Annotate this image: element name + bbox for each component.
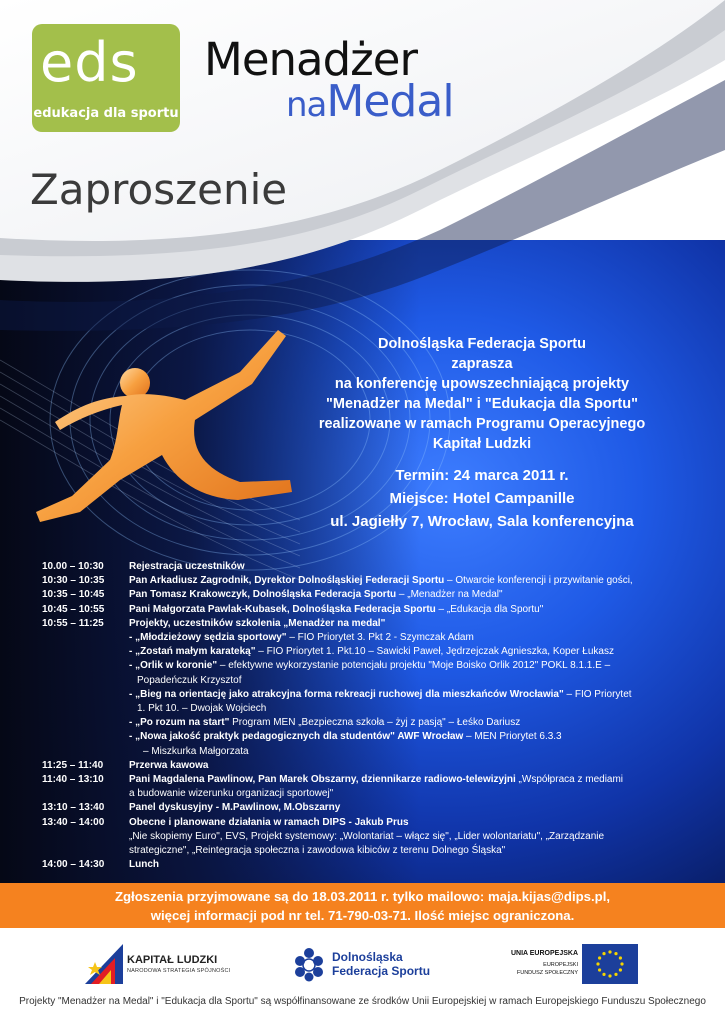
project-title: - „Bieg na orientację jako atrakcyjna forma rekreacji ruchowej dla mieszkańców Wrocławia" <box>129 688 564 700</box>
schedule-title: Lunch <box>129 859 159 871</box>
dfs-icon <box>292 946 326 982</box>
schedule-row <box>42 759 702 773</box>
footer-note: Projekty "Menadżer na Medal" i "Edukacja dla Sportu" są współfinansowane ze środków Unii Europejskiej w ramach Europejskiego Funduszu Społecznego <box>19 996 706 1007</box>
schedule-desc: – „Edukacja dla Sportu" <box>435 603 544 615</box>
schedule-row <box>42 617 702 631</box>
kapital-ludzki-icon <box>85 944 123 984</box>
schedule-time: 10:55 – 11:25 <box>42 617 104 629</box>
registration-banner <box>0 883 725 928</box>
schedule-row <box>42 574 702 588</box>
schedule-title: Pani Małgorzata Pawlak-Kubasek, Dolnośląska Federacja Sportu <box>129 603 436 615</box>
project-title: - „Orlik w koronie" <box>129 660 218 672</box>
schedule-row <box>42 858 702 872</box>
kapital-ludzki-logo <box>85 942 245 986</box>
schedule-title: Przerwa kawowa <box>129 759 209 771</box>
schedule-desc: strategiczne", „Reintegracja społeczna i zawodowa kibiców z terenu Dolnego Śląska" <box>129 845 506 857</box>
eu-flag-icon <box>582 944 638 984</box>
schedule-time: 14:00 – 14:30 <box>42 859 105 871</box>
schedule-title: Pan Tomasz Krakowczyk, Dolnośląska Federacja Sportu <box>129 589 397 601</box>
schedule-subrow <box>42 730 702 744</box>
eu-subtitle-line2: FUNDUSZ SPOŁECZNY <box>516 970 578 976</box>
project-desc: – Miszkurka Małgorzata <box>143 745 249 757</box>
schedule-time: 10:30 – 10:35 <box>42 575 105 587</box>
schedule-row <box>42 560 702 574</box>
schedule-subrow <box>42 645 702 659</box>
dfs-name-line2: Federacja Sportu <box>332 964 431 978</box>
schedule-desc: – Otwarcie konferencji i przywitanie gości, <box>444 575 633 587</box>
brand-title-line1: Menadżer <box>204 33 417 86</box>
schedule-subrow <box>42 659 702 673</box>
eu-logo <box>498 944 638 988</box>
project-desc: – MEN Priorytet 6.3.3 <box>463 731 562 743</box>
dfs-name-line1: Dolnośląska <box>332 950 403 964</box>
intro-line: Dolnośląska Federacja Sportu <box>378 336 586 352</box>
schedule-row <box>42 588 702 602</box>
project-desc: – efektywne wykorzystanie potencjału projektu "Moje Boisko Orlik 2012" POKL 8.1.1.E – <box>217 660 611 672</box>
eu-title: UNIA EUROPEJSKA <box>510 950 578 957</box>
schedule-subrow <box>42 716 702 730</box>
schedule-time: 10:35 – 10:45 <box>42 589 105 601</box>
schedule-title: Obecne i planowane działania w ramach DIPS - Jakub Prus <box>129 816 409 828</box>
registration-line2: więcej informacji pod nr tel. 71-790-03-71. Ilość miejsc ograniczona. <box>150 908 575 923</box>
project-desc: Program MEN „Bezpieczna szkoła – żyj z pasją" – Łeśko Dariusz <box>229 717 521 729</box>
schedule-time: 13:40 – 14:00 <box>42 816 105 828</box>
intro-line: "Menadżer na Medal" i "Edukacja dla Sportu" <box>326 396 638 412</box>
dfs-logo <box>292 944 432 988</box>
schedule-row <box>42 787 702 801</box>
intro-line: Kapitał Ludzki <box>432 436 532 452</box>
schedule-title: Pani Magdalena Pawlinow, Pan Marek Obszarny, dziennikarze radiowo-telewizyjni <box>129 774 516 786</box>
schedule-title: Rejestracja uczestników <box>129 561 245 572</box>
event-venue: Miejsce: Hotel Campanille <box>389 490 575 507</box>
project-title: - „Po rozum na start" <box>129 717 230 729</box>
schedule <box>42 560 702 872</box>
schedule-subrow <box>42 631 702 645</box>
brand-na: na <box>286 85 327 125</box>
eu-subtitle-line1: EUROPEJSKI <box>543 962 578 968</box>
intro-line: realizowane w ramach Programu Operacyjnego <box>318 416 646 432</box>
schedule-title: Projekty, uczestników szkolenia „Menadżer na medal" <box>129 617 386 629</box>
schedule-time: 13:10 – 13:40 <box>42 802 105 814</box>
project-title: - „Młodzieżowy sędzia sportowy" <box>129 632 287 644</box>
registration-line1: Zgłoszenia przyjmowane są do 18.03.2011 r. tylko mailowo: maja.kijas@dips.pl, <box>114 889 611 904</box>
project-desc: – FIO Priorytet 3. Pkt 2 - Szymczak Adam <box>286 632 474 644</box>
schedule-time: 10.00 – 10:30 <box>42 561 104 572</box>
schedule-title: Pan Arkadiusz Zagrodnik, Dyrektor Dolnośląskiej Federacji Sportu <box>129 575 445 587</box>
event-address: ul. Jagiełły 7, Wrocław, Sala konferencyjna <box>330 513 634 530</box>
intro-text <box>292 334 672 533</box>
schedule-time: 11:40 – 13:10 <box>42 774 104 786</box>
eu-subtitle <box>517 961 578 977</box>
schedule-subrow <box>42 745 702 759</box>
dfs-name <box>332 950 430 978</box>
brand-title-line2 <box>286 78 454 129</box>
schedule-row <box>42 603 702 617</box>
schedule-desc: „Nie skopiemy Euro", EVS, Projekt systemowy: „Wolontariat – włącz się", „Lider wolontariatu", „Zarządzanie <box>129 830 605 842</box>
schedule-row <box>42 830 702 844</box>
eds-logo-text: eds <box>40 31 139 94</box>
schedule-row <box>42 801 702 815</box>
kapital-ludzki-title: KAPITAŁ LUDZKI <box>127 954 218 966</box>
project-desc: – FIO Priorytet 1. Pkt.10 – Sawicki Paweł, Jędrzejczak Agnieszka, Koper Łukasz <box>255 646 614 658</box>
project-title: - „Zostań małym karateką" <box>129 646 256 658</box>
schedule-row <box>42 844 702 858</box>
page-heading: Zaproszenie <box>30 165 288 214</box>
project-desc: 1. Pkt 10. – Dwojak Wojciech <box>137 703 267 715</box>
schedule-desc: – „Menadżer na Medal" <box>396 589 503 601</box>
project-desc: – FIO Priorytet <box>563 688 632 700</box>
brand-medal: Medal <box>326 76 454 127</box>
intro-line: zaprasza <box>451 356 513 372</box>
eds-logo <box>32 24 180 132</box>
event-date: Termin: 24 marca 2011 r. <box>395 467 569 484</box>
schedule-time: 10:45 – 10:55 <box>42 603 105 615</box>
schedule-subrow <box>42 688 702 702</box>
schedule-time: 11:25 – 11:40 <box>42 759 104 771</box>
kapital-ludzki-subtitle: NARODOWA STRATEGIA SPÓJNOŚCI <box>127 968 231 974</box>
eds-logo-subtitle: edukacja dla sportu <box>33 106 179 121</box>
schedule-desc: a budowanie wizerunku organizacji sportowej" <box>129 788 334 800</box>
schedule-desc: „Współpraca z mediami <box>515 774 624 786</box>
schedule-subrow <box>42 702 702 716</box>
schedule-subrow <box>42 674 702 688</box>
intro-line: na konferencję upowszechniającą projekty <box>334 376 630 392</box>
project-title: - „Nowa jakość praktyk pedagogicznych dla studentów" AWF Wrocław <box>129 731 464 743</box>
schedule-title: Panel dyskusyjny - M.Pawlinow, M.Obszarny <box>129 802 341 814</box>
project-desc: Popadeńczuk Krzysztof <box>137 674 242 686</box>
schedule-row <box>42 773 702 787</box>
schedule-row <box>42 816 702 830</box>
